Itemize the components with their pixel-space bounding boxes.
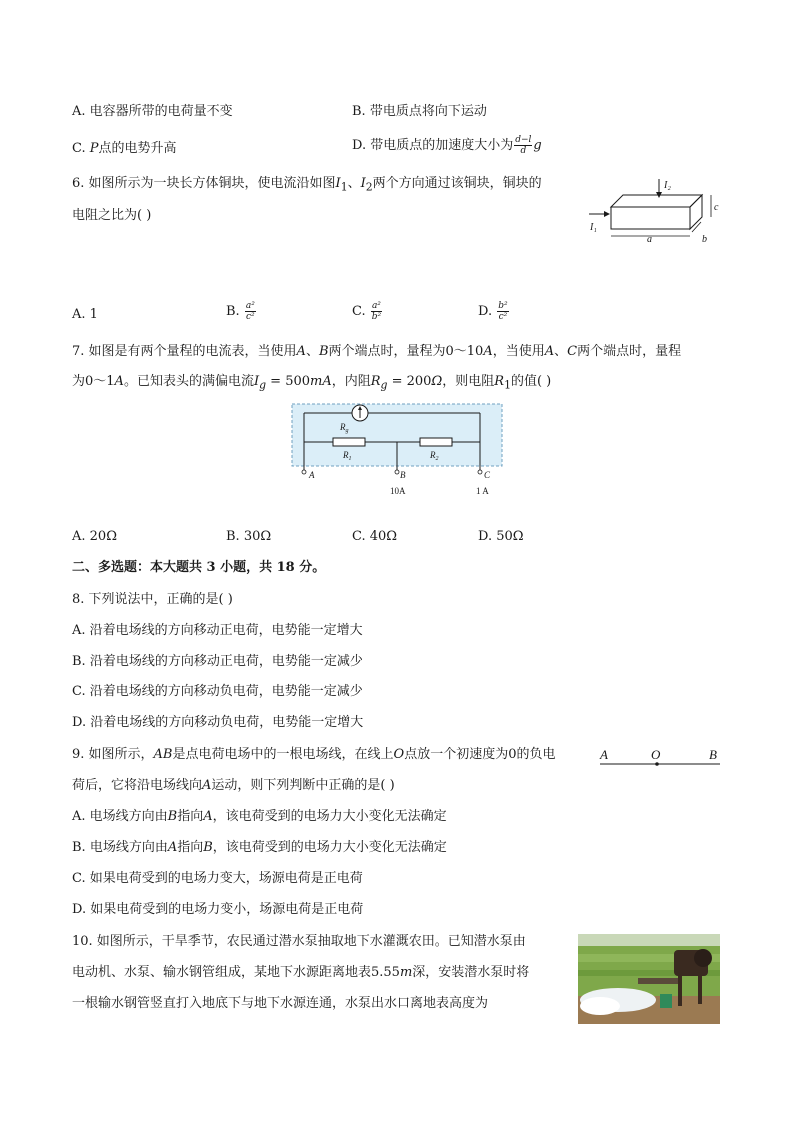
q6-stem-part1: 6. 如图所示为一块长方体铜块，使电流沿如图 [72,176,336,191]
q6-option-d [478,301,510,322]
q9-l1-b: 是点电荷电场中的一根电场线，在线上 [172,747,394,762]
q9-option-b [72,838,447,858]
q6-option-c-den: b² [371,312,382,322]
q6-option-d-den: c² [498,312,508,322]
q6-stem-line1 [72,174,542,198]
section2-title-a: 二、多选题： [72,560,151,575]
q9-option-a [72,807,447,827]
q6-option-d-prefix: D. [478,304,497,319]
q9-optB-A: A [167,840,178,855]
q5-option-a: A. 电容器所带的电荷量不变 [72,104,233,119]
q7-l2-b: 。已知表头的满偏电流 [123,374,254,389]
q7-range-c: 1 A [476,486,489,496]
q9-label-b: B [709,747,717,762]
photo-pump-wheel [694,949,712,967]
q7-l1-c: 两个端点时，量程为0～10 [328,344,484,359]
q7-l2-c: = 500 [266,374,311,389]
q6-label-c: c [714,202,719,213]
q7-option-b: B. 30Ω [226,529,272,544]
photo-pump-pipe [638,978,678,984]
q9-l1-AB: AB [153,747,173,762]
q7-label-r2: $R_2$ [430,450,439,462]
q10-l2-a: 电动机、水泵、输水钢管组成，某地下水源距离地表5.55 [72,965,400,980]
q9-optA-B: B [167,809,178,824]
q6-stem-i2: I [360,176,366,191]
q7-option-d: D. 50Ω [478,529,524,544]
q9-label-a: A [600,747,608,762]
q6-stem-i2-sub: 2 [365,180,373,194]
photo-sky [578,934,720,948]
q6-block-top [611,195,702,207]
q6-arrow-i1-head [604,211,610,217]
q7-l2-Ig: I [253,374,260,389]
q7-l2-Ig-sub: g [259,378,267,392]
q9-optA-c: ，该电荷受到的电场力大小变化无法确定 [212,809,447,824]
q7-l1-a: 7. 如图是有两个量程的电流表，当使用 [72,344,297,359]
q7-option-a: A. 20Ω [72,529,117,544]
q5-option-d-fraction [514,135,532,156]
q5-option-d [352,135,542,156]
q6-option-c-fraction [371,301,382,322]
q6-block-side [690,195,702,229]
q10-pump-photo [578,934,720,1024]
q7-l2-R1: R [494,374,505,389]
q7-label-c: C [484,470,491,480]
q9-optB-b: 指向 [177,840,204,855]
q6-option-b-prefix: B. [226,304,244,319]
q9-l2-A: A [202,778,212,793]
q6-option-a: A. 1 [72,307,98,322]
photo-bucket [660,994,672,1008]
q6-block-front [611,207,690,229]
q7-label-rg: $R_g$ [340,422,349,434]
q6-option-c [352,301,383,322]
q7-l2-a: 为0～1 [72,374,115,389]
q7-l2-A: A [114,374,124,389]
q7-ammeter-circuit-figure [290,402,504,498]
q7-terminal-c [478,470,482,474]
q9-l1-a: 9. 如图所示， [72,747,154,762]
q7-l2-f: ，则电阻 [442,374,495,389]
q7-l2-Rg-sub: g [380,378,388,392]
q6-stem-i1: I [335,176,341,191]
q7-l1-d: ，当使用 [492,344,545,359]
q9-field-line-figure [596,744,724,768]
q6-option-d-num: b² [498,301,508,311]
q5-option-c [72,139,177,159]
q7-l1-A2: A [483,344,493,359]
q7-l1-A: A [296,344,306,359]
q6-option-b [226,301,257,322]
q7-l1-C: C [567,344,578,359]
q6-stem-part2: 两个方向通过该铜块，铜块的 [372,176,542,191]
q9-l1-O: O [393,747,405,762]
q10-l2-b: 深，安装潜水泵时将 [412,965,530,980]
q6-option-b-den: c² [245,312,255,322]
q7-terminal-a [302,470,306,474]
q10-stem-line1: 10. 如图所示，干旱季节，农民通过潜水泵抽取地下水灌溉农田。已知潜水泵由 [72,934,526,949]
photo-water-spray-2 [580,997,620,1015]
q7-option-c: C. 40Ω [352,529,398,544]
q9-point-o [655,762,659,766]
q7-l1-A3: A [544,344,555,359]
q6-copper-block-figure [584,174,724,244]
q8-option-b: B. 沿着电场线的方向移动正电荷，电势能一定减少 [72,654,363,669]
q7-l2-R1-sub: 1 [504,378,511,392]
q6-label-i1: I₁ [590,222,597,233]
q7-l2-mA: mA [310,374,332,389]
q7-l1-e: 、 [554,344,568,359]
q5-option-d-g: g [533,138,542,153]
q7-label-b: B [400,470,406,480]
q7-l1-b: 、 [305,344,319,359]
q6-option-c-num: a² [371,301,381,311]
q6-option-b-fraction [245,301,256,322]
q5-option-d-prefix: D. 带电质点的加速度大小为 [352,138,514,153]
q7-terminal-b [395,470,399,474]
q7-range-b: 10A [390,486,406,496]
q9-optB-B: B [203,840,213,855]
q7-label-a: A [309,470,315,480]
q7-l1-B: B [318,344,329,359]
q9-label-o: O [651,747,661,762]
q6-label-b: b [702,234,707,244]
q9-l2-b: 运动，则下列判断中正确的是( ) [211,778,395,793]
q7-l2-ohm: Ω [431,374,443,389]
q6-option-c-prefix: C. [352,304,370,319]
q6-stem-sep: 、 [347,176,361,191]
q6-dim-b [692,222,701,232]
photo-stand [678,976,682,1006]
q5-option-d-num: d−l [515,135,532,145]
q10-l2-m: m [399,965,413,980]
q6-label-a: a [647,234,652,244]
q7-l2-d: ，内阻 [331,374,371,389]
q9-option-d: D. 如果电荷受到的电场力变小，场源电荷是正电荷 [72,902,364,917]
q9-stem-line2 [72,776,395,796]
q9-optA-A: A [203,809,213,824]
section2-title [72,558,325,578]
q5-option-d-den: d [520,146,527,156]
q9-optB-c: ，该电荷受到的电场力大小变化无法确定 [212,840,447,855]
section2-title-b: 本大题共 3 小题，共 18 分。 [150,560,326,575]
photo-stand-2 [698,976,702,1004]
q7-resistor-r2 [420,438,452,446]
q7-l2-g: 的值( ) [510,374,552,389]
q7-stem-line2 [72,372,551,396]
q8-option-a: A. 沿着电场线的方向移动正电荷，电势能一定增大 [72,623,363,638]
q9-optB-a: B. 电场线方向由 [72,840,168,855]
q9-option-c: C. 如果电荷受到的电场力变大，场源电荷是正电荷 [72,871,363,886]
q9-stem-line1 [72,745,555,765]
q9-optA-b: 指向 [177,809,204,824]
q6-option-b-num: a² [245,301,255,311]
q7-resistor-r1 [333,438,365,446]
q6-label-i2: I₂ [664,180,671,191]
q9-l1-c: 点放一个初速度为0的负电 [404,747,556,762]
q7-stem-line1 [72,342,681,362]
q8-stem: 8. 下列说法中，正确的是( ) [72,592,233,607]
q10-stem-line3: 一根输水钢管竖直打入地底下与地下水源连通，水泵出水口离地表高度为 [72,996,489,1011]
q8-option-d: D. 沿着电场线的方向移动负电荷，电势能一定增大 [72,715,364,730]
q7-l2-Rg: R [370,374,381,389]
q7-label-r1: $R_1$ [343,450,352,462]
q5-option-b: B. 带电质点将向下运动 [352,104,487,119]
q5-option-c-prefix: C. [72,141,90,156]
q10-pump-photo-illustration [578,934,720,1024]
q10-stem-line2 [72,963,529,983]
q6-stem-line2: 电阻之比为( ) [72,208,152,223]
q9-l2-a: 荷后，它将沿电场线向 [72,778,203,793]
q5-option-c-var: P [89,141,99,156]
q7-l2-e: = 200 [387,374,432,389]
q9-optA-a: A. 电场线方向由 [72,809,168,824]
q6-option-d-fraction [497,301,508,322]
q8-option-c: C. 沿着电场线的方向移动负电荷，电势能一定减少 [72,684,363,699]
q6-stem-i1-sub: 1 [340,180,348,194]
q7-l1-f: 两个端点时，量程 [577,344,682,359]
q5-option-c-text: 点的电势升高 [98,141,177,156]
